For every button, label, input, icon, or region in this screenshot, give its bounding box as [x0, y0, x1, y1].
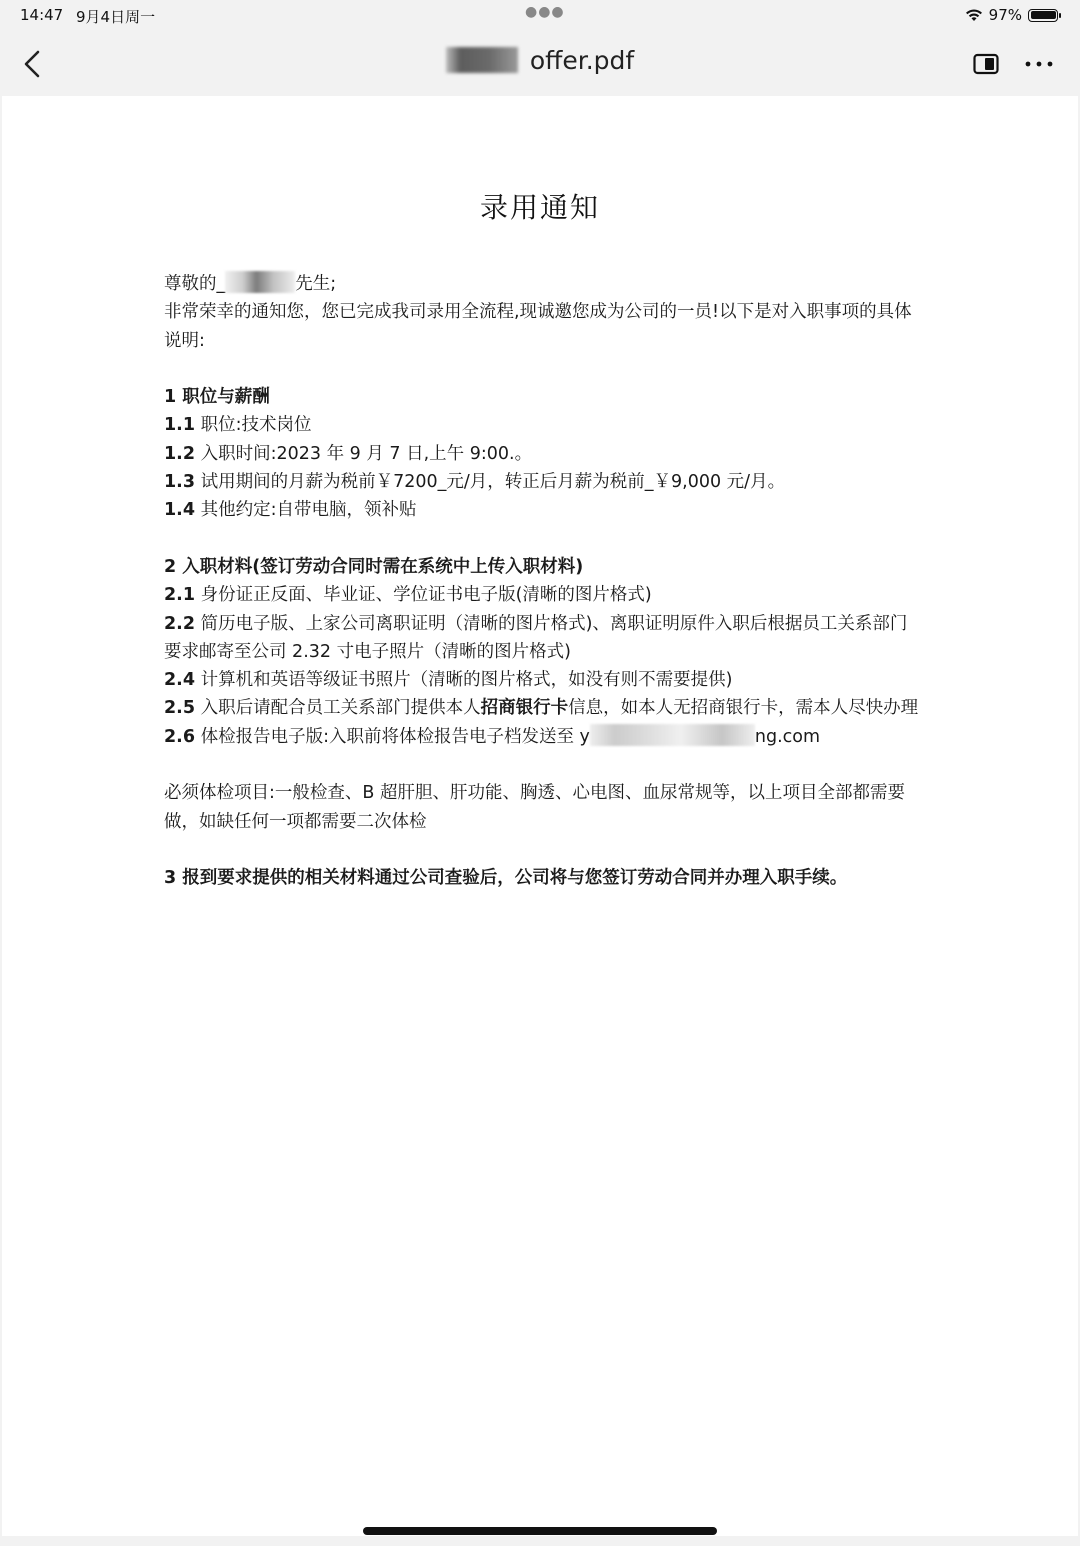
item-1-1: 1.1 职位:技术岗位 [164, 415, 312, 436]
section-2-heading: 2 入职材料(签订劳动合同时需在系统中上传入职材料) [164, 556, 584, 577]
status-indicators [965, 6, 1058, 24]
multitasking-dots-icon[interactable]: ●●● [525, 4, 565, 20]
item-2-1: 2.1 身份证正反面、毕业证、学位证书电子版(清晰的图片格式) [164, 585, 652, 606]
wifi-icon [965, 8, 983, 22]
document-title [0, 46, 1080, 75]
split-view-button[interactable] [972, 50, 1000, 78]
redacted-email [590, 724, 755, 746]
filename-text: offer.pdf [529, 46, 635, 75]
item-1-3: 1.3 试用期间的月薪为税前￥7200_元/月，转正后月薪为税前_￥9,000 元/月。 [164, 472, 786, 493]
nav-bar [0, 32, 1080, 96]
status-date: 9月4日周一 [76, 8, 156, 26]
redacted-name [225, 271, 295, 293]
status-bar [0, 0, 1080, 32]
battery-icon [1028, 9, 1058, 22]
section-3-text: 3 报到要求提供的相关材料通过公司查验后，公司将与您签订劳动合同并办理入职手续。 [164, 868, 848, 889]
doc-heading: 录用通知 [479, 191, 600, 224]
doc-body [164, 270, 924, 893]
pdf-page[interactable] [2, 96, 1078, 1536]
redacted-filename [446, 47, 518, 73]
item-1-4: 1.4 其他约定:自带电脑，领补贴 [164, 500, 417, 521]
intro-paragraph: 非常荣幸的通知您，您已完成我司录用全流程,现诚邀您成为公司的一员!以下是对入职事项的具体说明: [164, 302, 912, 351]
status-time: 14:47 [20, 6, 64, 24]
item-2-5: 2.5 入职后请配合员工关系部门提供本人招商银行卡信息，如本人无招商银行卡，需本人尽快办理 [164, 698, 919, 719]
section-1-heading: 1 职位与薪酬 [164, 387, 270, 408]
greeting-line: 尊敬的_ 先生; [164, 270, 924, 298]
medical-requirements: 必须体检项目:一般检查、B 超肝胆、肝功能、胸透、心电图、血尿常规等，以上项目全部都需要做，如缺任何一项都需要二次体检 [164, 783, 905, 832]
item-2-2: 2.2 简历电子版、上家公司离职证明（清晰的图片格式)、离职证明原件入职后根据员工关系部门要求邮寄至公司 2.32 寸电子照片（清晰的图片格式) [164, 613, 908, 662]
item-2-6: 2.6 体检报告电子版:入职前将体检报告电子档发送至 y ng.com [164, 723, 924, 751]
more-button[interactable] [1024, 50, 1054, 78]
item-2-4: 2.4 计算机和英语等级证书照片（清晰的图片格式，如没有则不需要提供) [164, 670, 733, 691]
home-indicator[interactable] [363, 1527, 717, 1535]
item-1-2: 1.2 入职时间:2023 年 9 月 7 日,上午 9:00.。 [164, 443, 533, 464]
battery-percent: 97% [988, 6, 1022, 24]
